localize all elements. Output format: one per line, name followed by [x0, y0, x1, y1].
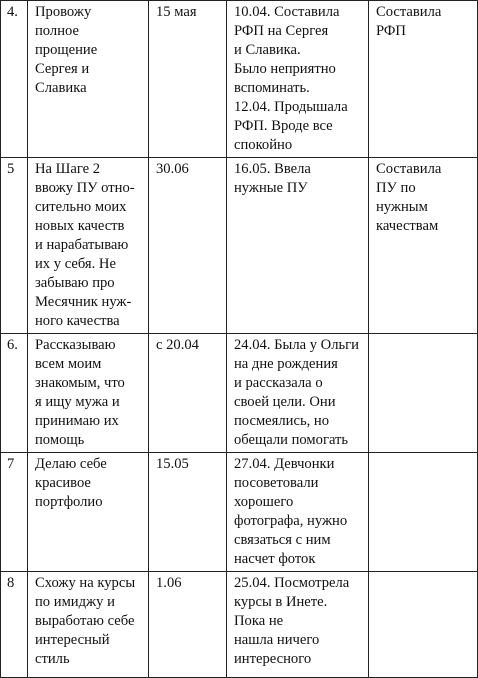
date-text: 1.06	[156, 575, 182, 591]
result-cell	[369, 334, 478, 453]
row-number-cell	[1, 1, 28, 158]
progress-text: 24.04. Была у Ольги на дне рождения и рассказала о своей цели. Они посмеялись, но обещали помогать	[234, 337, 359, 448]
progress-text: 27.04. Девчонки посоветовали хорошего фотографа, нужно связаться с ним насчет фоток	[234, 456, 348, 567]
table-row	[1, 572, 478, 678]
result-cell	[369, 1, 478, 158]
task-text: Делаю себе красивое портфолио	[35, 456, 107, 510]
date-text: 15.05	[156, 456, 189, 472]
row-number-cell	[1, 572, 28, 678]
row-number: 4.	[7, 4, 18, 20]
date-text: с 20.04	[156, 337, 199, 353]
task-cell	[28, 453, 149, 572]
task-cell	[28, 158, 149, 334]
date-cell	[149, 1, 227, 158]
date-text: 15 мая	[156, 4, 197, 20]
row-number: 5	[7, 161, 15, 177]
task-cell	[28, 572, 149, 678]
progress-cell	[227, 158, 369, 334]
progress-cell	[227, 572, 369, 678]
table-row	[1, 1, 478, 158]
row-number: 7	[7, 456, 15, 472]
date-cell	[149, 158, 227, 334]
progress-cell	[227, 453, 369, 572]
row-number: 6.	[7, 337, 18, 353]
task-text: Схожу на курсы по имиджу и выработаю себе интересный стиль	[35, 575, 136, 667]
row-number-cell	[1, 453, 28, 572]
progress-text: 10.04. Составила РФП на Сергея и Славика. Было неприятно вспоминать. 12.04. Продышала РФП. Вроде все спокойно	[234, 4, 348, 153]
date-cell	[149, 453, 227, 572]
row-number-cell	[1, 158, 28, 334]
row-number: 8	[7, 575, 15, 591]
progress-cell	[227, 1, 369, 158]
table-row	[1, 158, 478, 334]
progress-text: 25.04. Посмотрела курсы в Инете. Пока не нашла ничего интересного	[234, 575, 350, 667]
task-cell	[28, 1, 149, 158]
date-cell	[149, 334, 227, 453]
progress-text: 16.05. Ввела нужные ПУ	[234, 161, 311, 196]
result-cell	[369, 453, 478, 572]
result-cell	[369, 158, 478, 334]
date-cell	[149, 572, 227, 678]
task-text: На Шаге 2 ввожу ПУ отно- сительно моих новых качеств и нарабатываю их у себя. Не забываю про Месячник нуж- ного качества	[35, 161, 135, 329]
result-text: Составила РФП	[376, 4, 442, 39]
result-text: Составила ПУ по нужным качествам	[376, 161, 442, 234]
table-row	[1, 453, 478, 572]
progress-cell	[227, 334, 369, 453]
table-row	[1, 334, 478, 453]
task-text: Провожу полное прощение Сергея и Славика	[35, 4, 98, 96]
date-text: 30.06	[156, 161, 189, 177]
result-cell	[369, 572, 478, 678]
row-number-cell	[1, 334, 28, 453]
task-text: Рассказываю всем моим знакомым, что я ищу мужа и принимаю их помощь	[35, 337, 125, 448]
task-cell	[28, 334, 149, 453]
